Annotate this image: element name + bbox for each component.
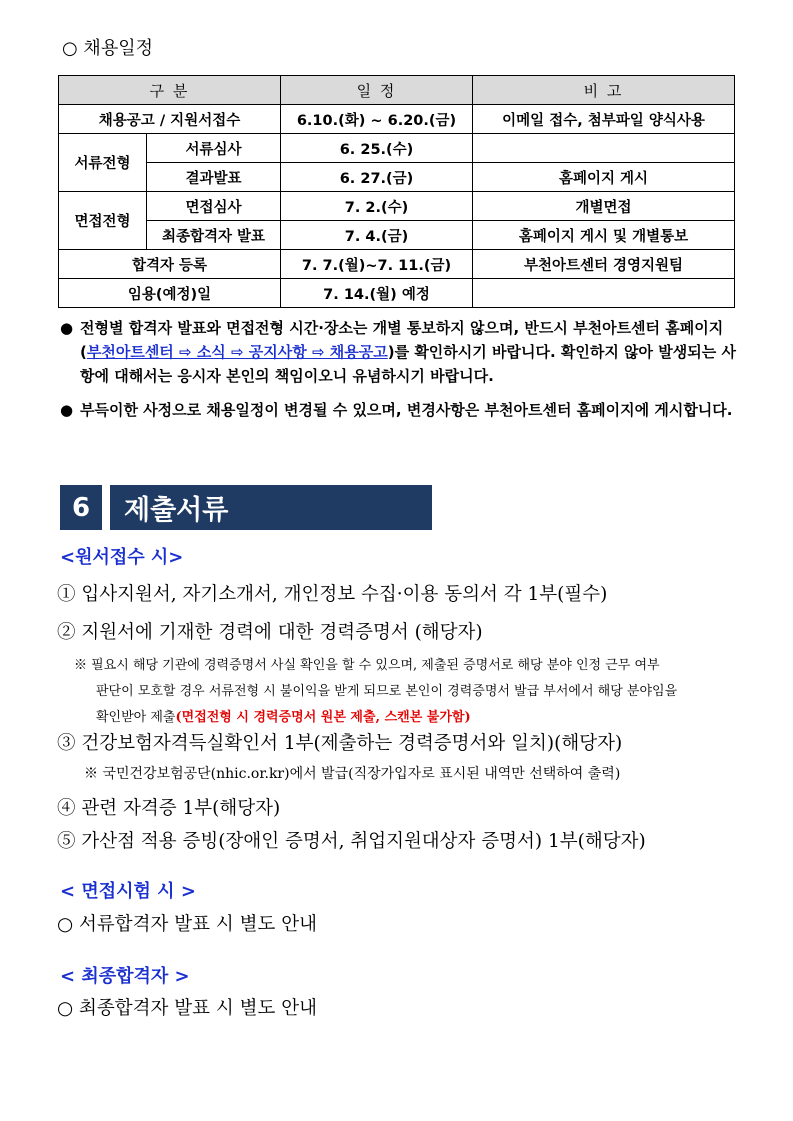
row-label: 최종합격자 발표 [147,221,281,250]
row-note: 홈페이지 게시 및 개별통보 [473,221,735,250]
row-label: 서류심사 [147,134,281,163]
row-label: 채용공고 / 지원서접수 [59,105,281,134]
table-row [59,105,735,134]
item-note: 확인받아 제출(면접전형 시 경력증명서 원본 제출, 스캔본 불가함) [96,710,471,725]
row-note: 홈페이지 게시 [473,163,735,192]
table-header-row [59,76,735,105]
row-note: 개별면접 [473,192,735,221]
item-note: ※ 국민건강보험공단(nhic.or.kr)에서 발급(직장가입자로 표시된 내역만 선택하여 출력) [84,766,621,782]
schedule-table [58,75,735,308]
row-date: 7. 4.(금) [281,221,473,250]
header-category: 구 분 [59,76,281,105]
section-title: 제출서류 [110,485,432,530]
row-date: 7. 14.(월) 예정 [281,279,473,308]
document-item: ② 지원서에 기재한 경력에 대한 경력증명서 (해당자) [57,622,483,643]
row-label: 임용(예정)일 [59,279,281,308]
item-note: ※ 필요시 해당 기관에 경력증명서 사실 확인을 할 수 있으며, 제출된 증명서로 해당 분야 인정 근무 여부 [74,658,660,673]
document-item: ⑤ 가산점 적용 증빙(장애인 증명서, 취업지원대상자 증명서) 1부(해당자) [57,831,646,852]
bullet-icon: ● [60,401,74,419]
row-date: 7. 7.(월)~7. 11.(금) [281,250,473,279]
notice-list [58,316,738,432]
row-label: 합격자 등록 [59,250,281,279]
schedule-section-title: ○ 채용일정 [62,38,153,59]
notice-text: )를 확인하시기 바랍니다. 확인하지 않아 발생되는 사항에 대해서는 응시자 본인의 책임이오니 유념하시기 바랍니다. [80,343,736,385]
final-heading: < 최종합격자 > [60,966,190,987]
table-row [59,279,735,308]
table-row [59,163,735,192]
warning-text: (면접전형 시 경력증명서 원본 제출, 스캔본 불가함) [175,710,471,725]
application-heading: <원서접수 시> [60,547,184,568]
item-note: 판단이 모호할 경우 서류전형 시 불이익을 받게 되므로 본인이 경력증명서 발급 부서에서 해당 분야임을 [96,684,678,699]
final-item: ○ 최종합격자 발표 시 별도 안내 [57,998,317,1019]
section-number: 6 [60,485,102,530]
homepage-path-link[interactable]: 부천아트센터 ⇨ 소식 ⇨ 공지사항 ⇨ 채용공고 [86,343,388,361]
table-row [59,134,735,163]
row-note: 부천아트센터 경영지원팀 [473,250,735,279]
document-item: ① 입사지원서, 자기소개서, 개인정보 수집·이용 동의서 각 1부(필수) [57,584,608,605]
row-note [473,279,735,308]
notice-item [58,398,738,422]
row-date: 6. 27.(금) [281,163,473,192]
notice-text: 전형별 합격자 발표와 면접전형 시간·장소는 개별 통보하지 않으며, 반드시 부천아트센터 홈페이지( [80,319,724,361]
header-date: 일 정 [281,76,473,105]
header-note: 비 고 [473,76,735,105]
interview-item: ○ 서류합격자 발표 시 별도 안내 [57,914,317,935]
row-label: 결과발표 [147,163,281,192]
table-row [59,192,735,221]
document-item: ④ 관련 자격증 1부(해당자) [57,798,281,819]
row-date: 7. 2.(수) [281,192,473,221]
interview-heading: < 면접시험 시 > [60,881,196,902]
notice-text: 부득이한 사정으로 채용일정이 변경될 수 있으며, 변경사항은 부천아트센터 홈페이지에 게시합니다. [80,401,733,419]
group-label-interview: 면접전형 [59,192,147,250]
notice-item [58,316,738,388]
document-item: ③ 건강보험자격득실확인서 1부(제출하는 경력증명서와 일치)(해당자) [57,733,623,754]
row-date: 6.10.(화) ~ 6.20.(금) [281,105,473,134]
row-note [473,134,735,163]
row-date: 6. 25.(수) [281,134,473,163]
row-label: 면접심사 [147,192,281,221]
table-row [59,250,735,279]
section-header [60,485,432,530]
bullet-icon: ● [60,319,74,337]
table-row [59,221,735,250]
group-label-document: 서류전형 [59,134,147,192]
row-note: 이메일 접수, 첨부파일 양식사용 [473,105,735,134]
